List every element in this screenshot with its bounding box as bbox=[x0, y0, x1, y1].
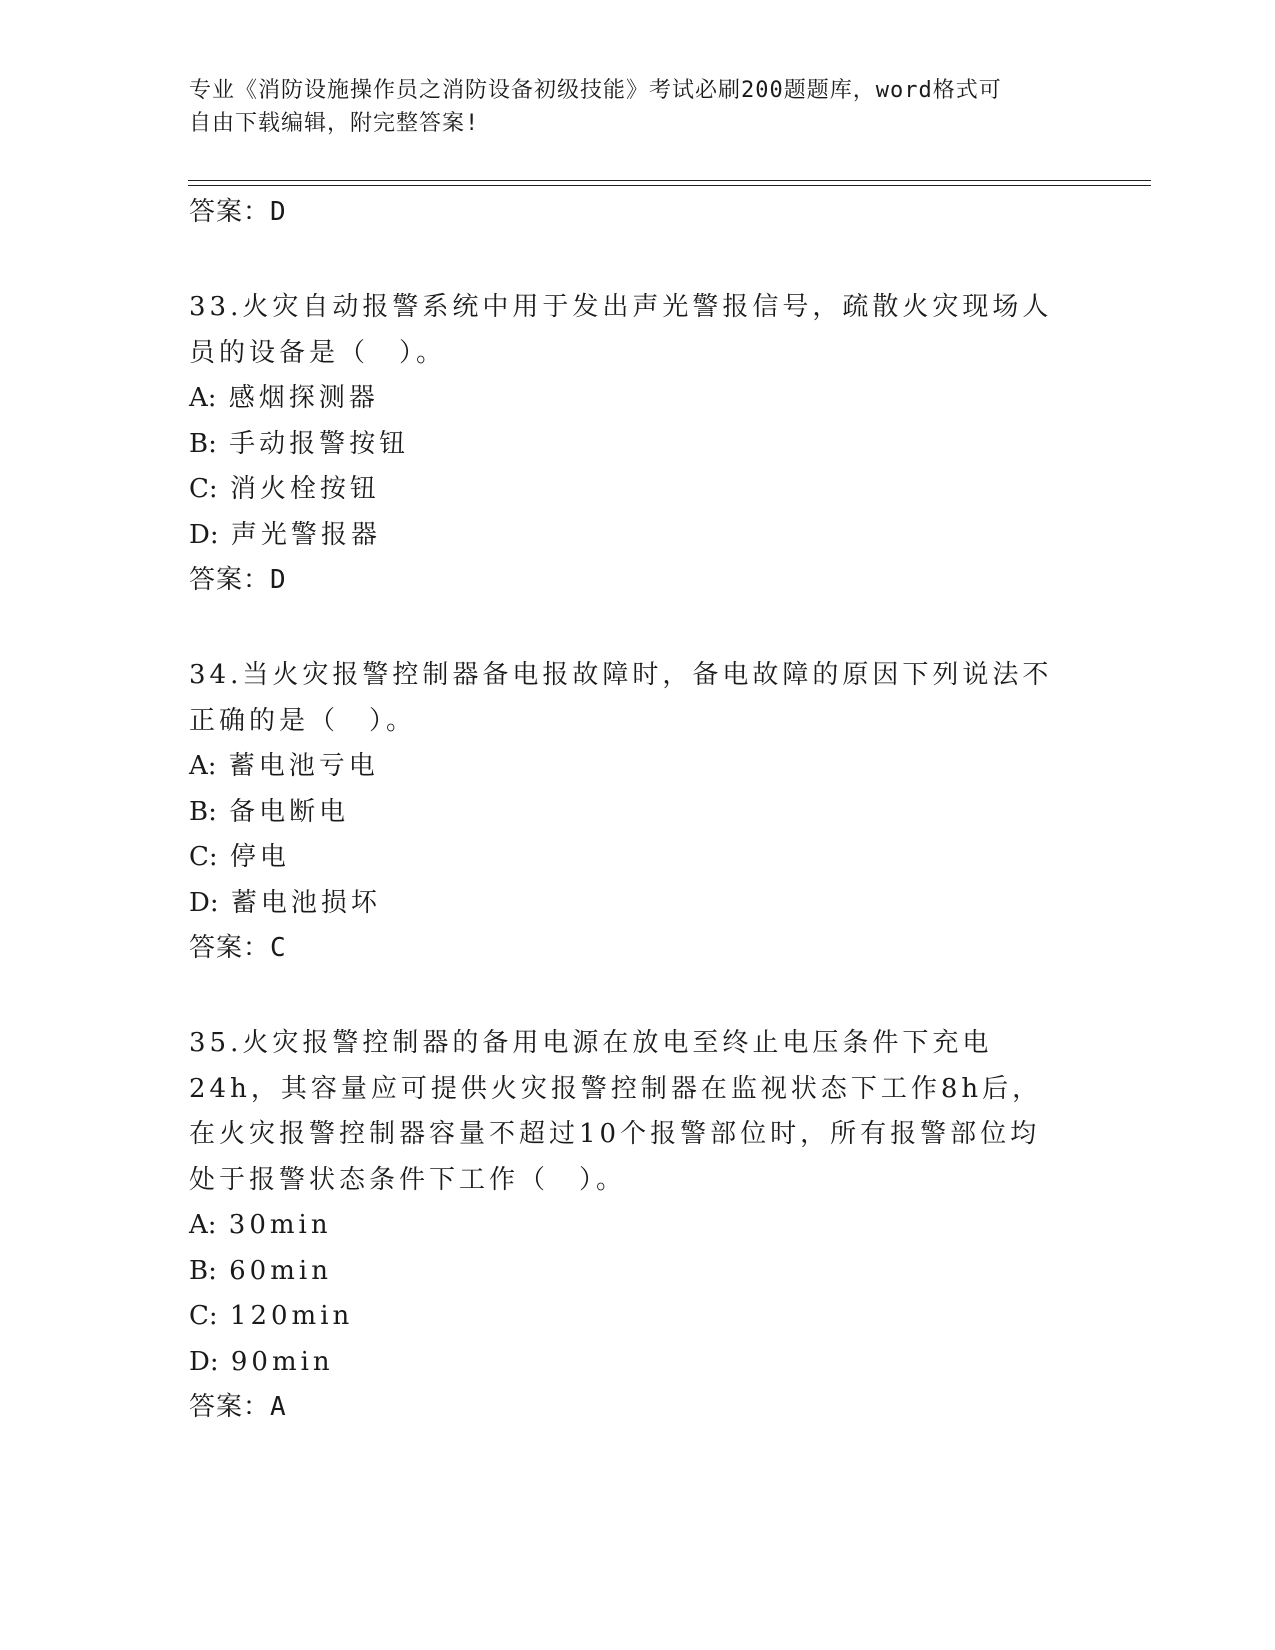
question-35 bbox=[189, 1021, 1069, 1430]
option-letter: C: bbox=[189, 842, 218, 872]
answer-line: 答案：D bbox=[189, 565, 287, 595]
answer-line: 答案：A bbox=[189, 1392, 287, 1422]
option-c bbox=[189, 467, 1069, 513]
option-text: 消火栓按钮 bbox=[217, 474, 380, 504]
option-text: 蓄电池亏电 bbox=[216, 751, 379, 781]
option-text: 60min bbox=[216, 1255, 332, 1286]
previous-answer: 答案：D bbox=[189, 197, 287, 227]
question-stem: 34.当火灾报警控制器备电报故障时，备电故障的原因下列说法不正确的是（ ）。 bbox=[189, 660, 1053, 736]
option-text: 手动报警按钮 bbox=[216, 428, 410, 459]
option-letter: B: bbox=[189, 796, 217, 827]
header-line-1: 专业《消防设施操作员之消防设备初级技能》考试必刷200题题库，word格式可 bbox=[189, 78, 1002, 103]
option-d bbox=[189, 513, 1069, 559]
option-a bbox=[189, 376, 1069, 422]
question-34 bbox=[189, 653, 1069, 971]
option-b bbox=[189, 790, 1069, 836]
option-letter: B: bbox=[189, 428, 217, 459]
option-letter: A: bbox=[189, 383, 217, 413]
option-text: 备电断电 bbox=[216, 796, 350, 827]
option-text: 120min bbox=[217, 1301, 354, 1331]
option-letter: B: bbox=[189, 1255, 217, 1286]
option-letter: D: bbox=[189, 519, 219, 550]
option-letter: C: bbox=[189, 1301, 218, 1331]
option-d bbox=[189, 881, 1069, 927]
option-d bbox=[189, 1340, 1069, 1386]
header-rule-top bbox=[188, 180, 1151, 181]
option-a bbox=[189, 744, 1069, 790]
question-list bbox=[189, 190, 1069, 1480]
option-text: 蓄电池损坏 bbox=[218, 887, 381, 918]
question-stem: 35.火灾报警控制器的备用电源在放电至终止电压条件下充电24h，其容量应可提供火灾报警控制器在监视状态下工作8h后，在火灾报警控制器容量不超过10个报警部位时，所有报警部位均处于报警状态条件下工作（ ）。 bbox=[189, 1028, 1043, 1195]
option-c bbox=[189, 1294, 1069, 1340]
option-letter: D: bbox=[189, 887, 219, 918]
question-33 bbox=[189, 285, 1069, 603]
option-text: 停电 bbox=[217, 842, 290, 872]
option-b bbox=[189, 422, 1069, 468]
option-c bbox=[189, 835, 1069, 881]
option-a bbox=[189, 1203, 1069, 1249]
question-stem: 33.火灾自动报警系统中用于发出声光警报信号，疏散火灾现场人员的设备是（ ）。 bbox=[189, 292, 1053, 368]
answer-line: 答案：C bbox=[189, 933, 287, 963]
header-line-2: 自由下载编辑，附完整答案! bbox=[189, 111, 480, 136]
option-letter: A: bbox=[189, 1210, 217, 1240]
option-text: 90min bbox=[218, 1346, 334, 1377]
option-letter: A: bbox=[189, 751, 217, 781]
option-letter: D: bbox=[189, 1346, 219, 1377]
option-text: 30min bbox=[216, 1210, 332, 1240]
document-header bbox=[189, 74, 1089, 140]
option-text: 声光警报器 bbox=[218, 519, 381, 550]
header-rule-bottom bbox=[188, 185, 1151, 186]
option-b bbox=[189, 1249, 1069, 1295]
option-letter: C: bbox=[189, 474, 218, 504]
option-text: 感烟探测器 bbox=[216, 383, 379, 413]
